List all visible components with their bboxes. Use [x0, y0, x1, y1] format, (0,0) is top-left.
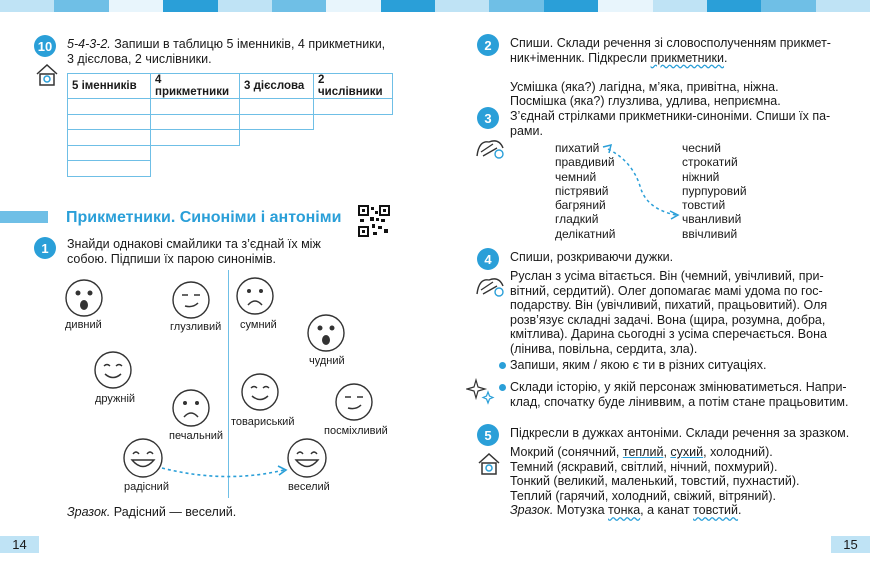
- exercise-4-number: 4: [477, 248, 499, 270]
- face-label-chudnyi: чудний: [309, 355, 345, 367]
- friendly-face-icon: [93, 350, 133, 390]
- exercise-4-text: Руслан з усіма вітається. Він (чемний, увічливий, при- вітний, сердитий). Олег допомагає мамі удома по гос- подарству. Він (увічливий, пихатий, працьовитий). Оля розв’язує складні задачі. Вона (щира, розумна, добра, кмітлива). Дарина сьогодні з усіма сперечається. Вона (лінива, повільна, сердита, зла).: [510, 269, 828, 356]
- exercise-5-number: 5: [477, 424, 499, 446]
- face-label-dyvnyi: дивний: [65, 319, 102, 331]
- word-b[interactable]: пурпуровий: [682, 183, 747, 198]
- bullet-icon-2: [499, 384, 506, 391]
- exercise-1-text: Знайди однакові смайлики та з’єднай їх між собою. Підпиши їх парою синонімів.: [67, 237, 321, 266]
- sad-face-icon: [235, 276, 275, 316]
- exercise-1-number: 1: [34, 237, 56, 259]
- word-a[interactable]: багряний: [555, 198, 606, 213]
- section-bar: [0, 211, 48, 223]
- exercise-10-text: 5-4-3-2. Запиши в таблицю 5 іменників, 4 прикметники, 3 дієслова, 2 числівники.: [67, 37, 386, 66]
- exercise-3-number: 3: [477, 107, 499, 129]
- happy-face-icon-2: [286, 437, 328, 479]
- exercise-3-text: З’єднай стрілками прикметники-синоніми. Спиши їх па- рами.: [510, 109, 831, 138]
- word-b[interactable]: ніжний: [682, 169, 720, 184]
- writing-hand-icon-2: [473, 272, 507, 300]
- section-title: Прикметники. Синоніми і антоніми: [66, 209, 342, 226]
- word-a[interactable]: пихатий: [555, 141, 600, 155]
- face-label-hluzlyvyi: глузливий: [170, 321, 222, 333]
- face-label-radisnyi: радісний: [124, 481, 169, 493]
- face-label-posmishlyvyi: посміхливий: [324, 425, 388, 437]
- bullet-icon: [499, 362, 506, 369]
- word-b[interactable]: чесний: [682, 141, 721, 155]
- word-a[interactable]: пістрявий: [555, 183, 609, 198]
- word-a[interactable]: гладкий: [555, 212, 599, 227]
- mocking-face-icon-2: [334, 382, 374, 422]
- friendly-face-icon-2: [240, 372, 280, 412]
- happy-face-icon: [122, 437, 164, 479]
- exercise-2-number: 2: [477, 34, 499, 56]
- face-label-sumnyi: сумний: [240, 319, 277, 331]
- connection-arrow: [160, 462, 290, 482]
- qr-code-icon[interactable]: [358, 205, 390, 237]
- exercise-1-sample: Зразок. Радісний — веселий.: [67, 505, 237, 519]
- word-b[interactable]: чванливий: [682, 212, 742, 227]
- sparkle-icon: [466, 376, 496, 406]
- exercise-4-bullet-1: Запиши, яким / якою є ти в різних ситуаціях.: [510, 358, 767, 372]
- word-b[interactable]: ввічливий: [682, 226, 738, 241]
- exercise-5-sample: Зразок. Мотузка тонка, а канат товстий.: [510, 503, 742, 517]
- face-label-druzhnii: дружній: [95, 393, 136, 405]
- word-a[interactable]: делікатний: [555, 226, 616, 241]
- word-a[interactable]: чемний: [555, 169, 597, 184]
- writing-hand-icon: [473, 134, 507, 162]
- home-task-icon: [34, 62, 60, 88]
- page-number-left: 14: [0, 536, 39, 553]
- exercise-5-task: Підкресли в дужках антоніми. Склади речення за зразком.: [510, 426, 850, 440]
- surprised-face-icon: [64, 278, 104, 318]
- exercise-5-text: Мокрий (сонячний, теплий, сухий, холодний). Темний (яскравий, світлий, нічний, похмурий). Тонкий (великий, маленький, товстий, пухнастий). Теплий (гарячий, холодний, свіжий, вітряний).: [510, 445, 800, 503]
- page-number-right: 15: [831, 536, 870, 553]
- face-label-veselyi: веселий: [288, 481, 330, 493]
- exercise-10-number: 10: [34, 35, 56, 57]
- word-b[interactable]: строкатий: [682, 155, 738, 170]
- exercise-2-text: Спиши. Склади речення зі словосполученням прикмет- ник+іменник. Підкресли прикметники. Усмішка (яка?) лагідна, м’яка, привітна, ніжна. Посмішка (яка?) глузлива, удлива, неприємна.: [510, 36, 831, 108]
- exercise-4-bullet-2: Склади історію, у якій персонаж змінюватиметься. Напри- клад, спочатку буде ліниввим, а потім стане працьовитим.: [510, 380, 849, 409]
- exercise-4-task: Спиши, розкриваючи дужки.: [510, 250, 674, 264]
- face-label-pechalnyi: печальний: [169, 430, 224, 442]
- exercise-10-table: 5 іменників 4 прикметники 3 дієслова 2 числівники: [67, 73, 393, 177]
- synonym-arrow: [600, 141, 682, 221]
- home-task-icon-2: [476, 451, 502, 477]
- face-label-tovaryskyi: товариський: [231, 416, 295, 428]
- word-b[interactable]: товстий: [682, 198, 726, 213]
- sad-face-icon-2: [171, 388, 211, 428]
- synonyms-column-b: [682, 141, 747, 241]
- surprised-face-icon-2: [306, 313, 346, 353]
- top-color-bar: [0, 0, 870, 12]
- mocking-face-icon: [171, 280, 211, 320]
- word-a[interactable]: правдивий: [555, 155, 615, 170]
